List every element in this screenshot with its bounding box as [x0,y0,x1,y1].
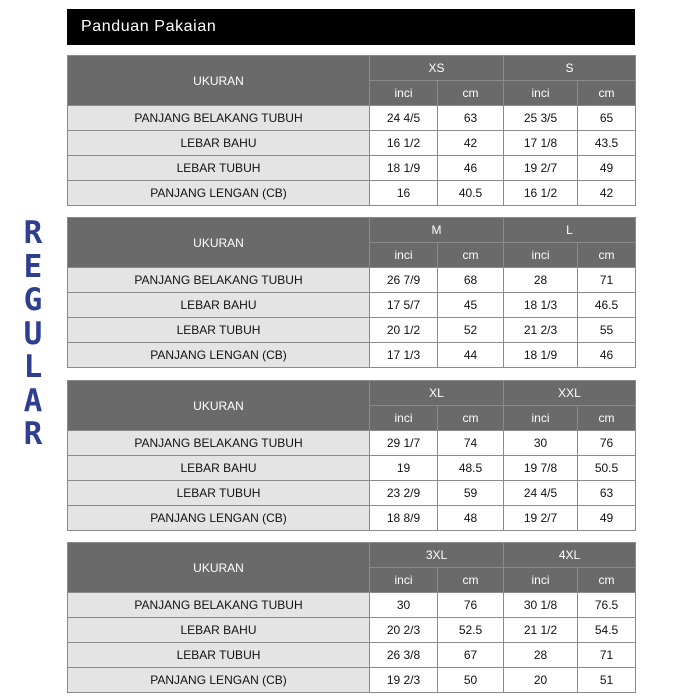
measurement-value: 24 4/5 [504,481,578,506]
measurement-label: PANJANG LENGAN (CB) [68,343,370,368]
table-row [68,268,636,293]
fit-type-letter: G [23,282,43,318]
measurement-label: PANJANG BELAKANG TUBUH [68,431,370,456]
size-header: XXL [504,381,636,406]
measurement-value: 46 [438,156,504,181]
unit-header: cm [438,568,504,593]
unit-header: cm [578,568,636,593]
measurement-value: 28 [504,643,578,668]
measurement-value: 46 [578,343,636,368]
table-row [68,106,636,131]
measurement-value: 44 [438,343,504,368]
measurement-value: 29 1/7 [370,431,438,456]
table-row [68,318,636,343]
unit-header: cm [438,81,504,106]
unit-header: cm [578,81,636,106]
measurement-value: 19 2/7 [504,506,578,531]
size-table-xs-s [67,55,636,206]
unit-header: cm [578,243,636,268]
table-row [68,618,636,643]
measurement-label: LEBAR TUBUH [68,481,370,506]
table-row [68,643,636,668]
unit-header: cm [438,243,504,268]
table-row [68,181,636,206]
measurement-value: 52 [438,318,504,343]
measurement-value: 21 2/3 [504,318,578,343]
measurement-value: 63 [578,481,636,506]
fit-type-letter: U [23,315,43,352]
unit-header: inci [504,81,578,106]
measurement-value: 45 [438,293,504,318]
table-row [68,343,636,368]
measurement-value: 19 2/3 [370,668,438,693]
table-row [68,481,636,506]
measurement-value: 26 7/9 [370,268,438,293]
measurement-label: PANJANG LENGAN (CB) [68,668,370,693]
measurement-label: LEBAR BAHU [68,131,370,156]
measurement-value: 76.5 [578,593,636,618]
measurement-value: 18 1/9 [370,156,438,181]
measurement-label: PANJANG BELAKANG TUBUH [68,106,370,131]
size-header: 4XL [504,543,636,568]
ukuran-header: UKURAN [68,543,370,593]
size-table-xl-xxl [67,380,636,531]
measurement-value: 42 [438,131,504,156]
size-header: S [504,56,636,81]
measurement-value: 24 4/5 [370,106,438,131]
measurement-value: 17 1/8 [504,131,578,156]
size-header: 3XL [370,543,504,568]
measurement-value: 46.5 [578,293,636,318]
measurement-value: 49 [578,506,636,531]
measurement-value: 71 [578,643,636,668]
unit-header: inci [504,406,578,431]
measurement-value: 20 1/2 [370,318,438,343]
measurement-value: 30 [504,431,578,456]
measurement-value: 48.5 [438,456,504,481]
measurement-value: 65 [578,106,636,131]
measurement-value: 49 [578,156,636,181]
measurement-label: PANJANG BELAKANG TUBUH [68,593,370,618]
measurement-value: 26 3/8 [370,643,438,668]
unit-header: cm [578,406,636,431]
measurement-value: 17 1/3 [370,343,438,368]
measurement-value: 54.5 [578,618,636,643]
size-table-3xl-4xl [67,542,636,693]
table-row [68,456,636,481]
measurement-value: 23 2/9 [370,481,438,506]
measurement-value: 68 [438,268,504,293]
table-row [68,593,636,618]
table-row [68,668,636,693]
unit-header: inci [370,406,438,431]
measurement-value: 18 1/3 [504,293,578,318]
measurement-label: PANJANG LENGAN (CB) [68,181,370,206]
measurement-value: 76 [438,593,504,618]
measurement-value: 74 [438,431,504,456]
table-row [68,431,636,456]
measurement-value: 42 [578,181,636,206]
measurement-value: 50.5 [578,456,636,481]
measurement-label: PANJANG LENGAN (CB) [68,506,370,531]
measurement-value: 43.5 [578,131,636,156]
measurement-value: 21 1/2 [504,618,578,643]
measurement-value: 30 1/8 [504,593,578,618]
measurement-value: 16 [370,181,438,206]
size-table-m-l [67,217,636,368]
measurement-value: 16 1/2 [504,181,578,206]
size-header: L [504,218,636,243]
measurement-label: LEBAR TUBUH [68,643,370,668]
table-row [68,131,636,156]
measurement-value: 48 [438,506,504,531]
table-row [68,506,636,531]
measurement-value: 20 2/3 [370,618,438,643]
fit-type-letter: L [23,349,43,385]
measurement-value: 19 2/7 [504,156,578,181]
unit-header: inci [370,243,438,268]
ukuran-header: UKURAN [68,381,370,431]
unit-header: inci [370,81,438,106]
measurement-value: 59 [438,481,504,506]
fit-type-letter: E [23,248,43,285]
page-title: Panduan Pakaian [67,9,635,45]
measurement-value: 30 [370,593,438,618]
unit-header: inci [504,243,578,268]
measurement-value: 40.5 [438,181,504,206]
fit-type-label [18,217,48,452]
measurement-label: LEBAR BAHU [68,456,370,481]
ukuran-header: UKURAN [68,218,370,268]
measurement-value: 18 1/9 [504,343,578,368]
unit-header: inci [370,568,438,593]
unit-header: inci [504,568,578,593]
measurement-value: 16 1/2 [370,131,438,156]
measurement-value: 63 [438,106,504,131]
size-header: M [370,218,504,243]
measurement-value: 50 [438,668,504,693]
measurement-value: 28 [504,268,578,293]
fit-type-letter: R [23,215,43,251]
measurement-label: LEBAR BAHU [68,618,370,643]
table-row [68,293,636,318]
measurement-value: 52.5 [438,618,504,643]
measurement-value: 55 [578,318,636,343]
measurement-value: 17 5/7 [370,293,438,318]
measurement-label: PANJANG BELAKANG TUBUH [68,268,370,293]
measurement-value: 20 [504,668,578,693]
measurement-value: 18 8/9 [370,506,438,531]
measurement-value: 71 [578,268,636,293]
fit-type-letter: A [23,382,43,419]
ukuran-header: UKURAN [68,56,370,106]
measurement-value: 51 [578,668,636,693]
measurement-label: LEBAR TUBUH [68,156,370,181]
measurement-label: LEBAR TUBUH [68,318,370,343]
fit-type-letter: R [23,416,43,452]
size-header: XL [370,381,504,406]
measurement-value: 25 3/5 [504,106,578,131]
measurement-value: 19 7/8 [504,456,578,481]
size-header: XS [370,56,504,81]
table-row [68,156,636,181]
measurement-value: 76 [578,431,636,456]
unit-header: cm [438,406,504,431]
measurement-value: 67 [438,643,504,668]
measurement-label: LEBAR BAHU [68,293,370,318]
measurement-value: 19 [370,456,438,481]
